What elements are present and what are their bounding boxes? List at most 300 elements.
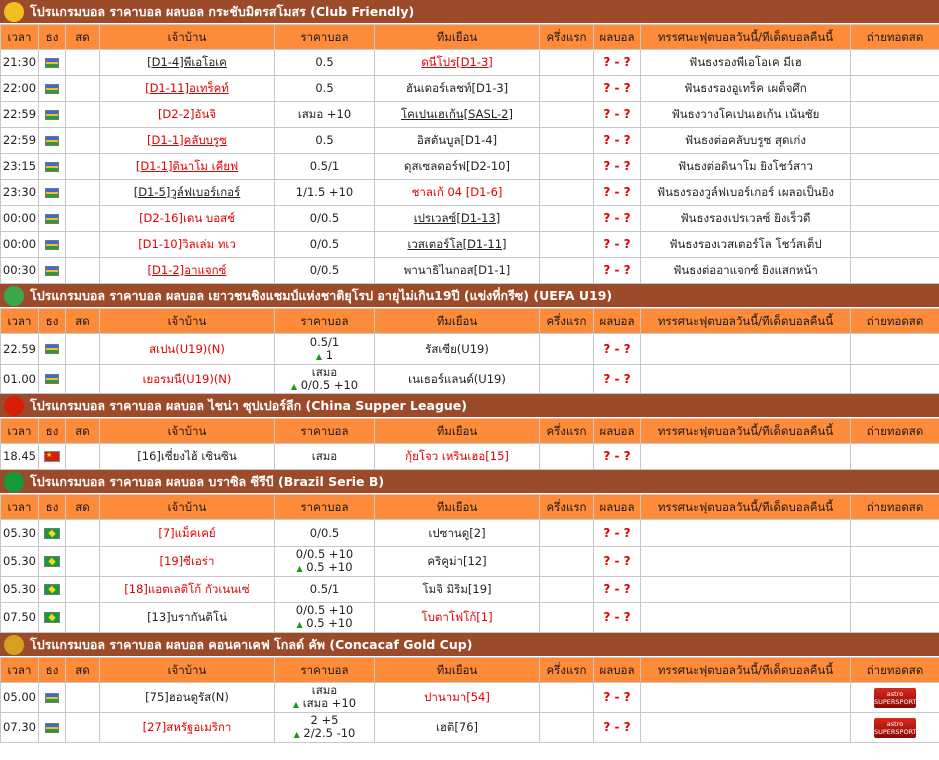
- odds-main: 0.5/1: [309, 334, 340, 349]
- flag-cell: [39, 154, 66, 180]
- up-arrow-icon: ▲: [293, 730, 300, 739]
- tv-channel[interactable]: [851, 128, 939, 154]
- column-header: ราคาบอล: [275, 309, 375, 334]
- odds-main: เสมอ: [311, 683, 338, 697]
- up-arrow-icon: ▲: [296, 620, 303, 629]
- full-time-score[interactable]: ? - ?: [594, 154, 641, 180]
- odds-cell: [275, 76, 375, 102]
- odds-main: 0/0.5 +10: [295, 603, 354, 617]
- league-title-text[interactable]: โปรแกรมบอล ราคาบอล ผลบอล กระชับมิตรสโมสร (Club Friendly): [30, 4, 415, 19]
- odds-cell: [275, 180, 375, 206]
- odds-alt: [276, 617, 373, 631]
- live-cell[interactable]: [66, 258, 100, 284]
- match-tip[interactable]: ฟันธงรองอูเทร็ค เผด็จศึก: [641, 76, 851, 102]
- odds-main: 2 +5: [310, 713, 339, 727]
- league-title[interactable]: [0, 0, 939, 24]
- kickoff-time: 00:00: [1, 232, 39, 258]
- table-header-row: [1, 419, 939, 444]
- fifa-flag-icon: [45, 110, 59, 120]
- fifa-flag-icon: [45, 374, 59, 384]
- tv-channel[interactable]: [851, 547, 939, 577]
- up-arrow-icon: ▲: [292, 700, 300, 709]
- column-header: ทรรศนะฟุตบอลวันนี้/ทีเด็ดบอลคืนนี้: [641, 495, 851, 520]
- away-team[interactable]: รัสเซีย(U19): [375, 334, 540, 365]
- live-cell[interactable]: [66, 154, 100, 180]
- half-time-score: [540, 102, 594, 128]
- column-header: ทีมเยือน: [375, 419, 540, 444]
- tv-channel[interactable]: [851, 232, 939, 258]
- live-cell[interactable]: [66, 232, 100, 258]
- fifa-flag-icon: [45, 136, 59, 146]
- league-title-text[interactable]: โปรแกรมบอล ราคาบอล ผลบอล เยาวชนชิงแชมป์แห่งชาติยุโรป อายุไม่เกิน19ปี (แข่งที่กรีซ) (UEFA U19): [30, 288, 613, 303]
- fifa-flag-icon: [45, 162, 59, 172]
- odds-alt: [276, 697, 373, 711]
- odds-main: 0.5: [315, 133, 334, 147]
- odds-alt-value: 2/2.5 -10: [299, 726, 356, 740]
- column-header: ราคาบอล: [275, 658, 375, 683]
- flag-cell: [39, 444, 66, 470]
- half-time-score: [540, 713, 594, 743]
- tv-channel[interactable]: [851, 603, 939, 633]
- match-row[interactable]: [1, 683, 939, 713]
- live-cell[interactable]: [66, 102, 100, 128]
- match-row[interactable]: [1, 206, 939, 232]
- half-time-score: [540, 232, 594, 258]
- column-header: ทีมเยือน: [375, 309, 540, 334]
- table-header-row: [1, 658, 939, 683]
- match-row[interactable]: [1, 577, 939, 603]
- kickoff-time: 18.45: [1, 444, 39, 470]
- flag-cell: [39, 547, 66, 577]
- away-team[interactable]: พานาธิไนกอส[D1-1]: [375, 258, 540, 284]
- league-title[interactable]: [0, 394, 939, 418]
- match-row[interactable]: [1, 603, 939, 633]
- half-time-score: [540, 50, 594, 76]
- match-row[interactable]: [1, 128, 939, 154]
- live-cell[interactable]: [66, 50, 100, 76]
- table-header-row: [1, 495, 939, 520]
- league-title-text[interactable]: โปรแกรมบอล ราคาบอล ผลบอล คอนคาเคฟ โกลด์ คัพ (Concacaf Gold Cup): [30, 637, 473, 652]
- full-time-score[interactable]: ? - ?: [594, 547, 641, 577]
- away-team[interactable]: โคเปนเฮเก้น[SASL-2]: [375, 102, 540, 128]
- column-header: ทีมเยือน: [375, 25, 540, 50]
- fifa-flag-icon: [45, 240, 59, 250]
- tv-channel[interactable]: [851, 102, 939, 128]
- full-time-score[interactable]: ? - ?: [594, 577, 641, 603]
- tv-channel[interactable]: [851, 713, 939, 743]
- full-time-score[interactable]: ? - ?: [594, 258, 641, 284]
- league-title[interactable]: [0, 470, 939, 494]
- tv-brand: astro: [886, 689, 904, 698]
- home-team[interactable]: [19]ซีเอร่า: [100, 547, 275, 577]
- home-team[interactable]: [27]สหรัฐอเมริกา: [100, 713, 275, 743]
- home-team[interactable]: [D1-4]พีเอโอเค: [100, 50, 275, 76]
- home-team[interactable]: [D1-2]อาแจกซ์: [100, 258, 275, 284]
- fifa-flag-icon: [45, 693, 59, 703]
- full-time-score[interactable]: ? - ?: [594, 334, 641, 365]
- away-team[interactable]: ดุสเซลดอร์ฟ[D2-10]: [375, 154, 540, 180]
- kickoff-time: 00:00: [1, 206, 39, 232]
- home-team[interactable]: [D2-16]เดน บอสช์: [100, 206, 275, 232]
- match-tip[interactable]: ฟันธงต่ออาแจกซ์ ยิงแสกหน้า: [641, 258, 851, 284]
- match-tip[interactable]: ฟันธงรองเวสเตอร์โล โชว์สเต็ป: [641, 232, 851, 258]
- odds-cell: [275, 128, 375, 154]
- full-time-score[interactable]: ? - ?: [594, 76, 641, 102]
- match-tip[interactable]: [641, 444, 851, 470]
- column-header: ผลบอล: [594, 658, 641, 683]
- odds-cell: [275, 334, 375, 365]
- full-time-score[interactable]: ? - ?: [594, 444, 641, 470]
- away-team[interactable]: ปานามา[54]: [375, 683, 540, 713]
- tv-channel[interactable]: [851, 180, 939, 206]
- match-tip[interactable]: [641, 547, 851, 577]
- match-tip[interactable]: ฟันธงวางโคเปนเฮเก้น เน้นชัย: [641, 102, 851, 128]
- odds-alt-value: 1: [322, 347, 334, 362]
- column-header: ราคาบอล: [275, 419, 375, 444]
- flag-cell: [39, 206, 66, 232]
- match-row[interactable]: [1, 547, 939, 577]
- match-tip[interactable]: [641, 577, 851, 603]
- live-cell[interactable]: [66, 76, 100, 102]
- odds-alt: [276, 561, 373, 575]
- league-logo-icon: [4, 286, 24, 306]
- home-team[interactable]: [D1-1]คลับบรูซ: [100, 128, 275, 154]
- away-team[interactable]: เนเธอร์แลนด์(U19): [375, 365, 540, 394]
- up-arrow-icon: ▲: [315, 351, 323, 361]
- home-team[interactable]: เยอรมนี(U19)(N): [100, 365, 275, 394]
- match-row[interactable]: [1, 258, 939, 284]
- away-team[interactable]: โบตาโฟโก้[1]: [375, 603, 540, 633]
- odds-main: 0.5/1: [309, 582, 340, 596]
- cn-flag-icon: [44, 451, 60, 462]
- column-header: ครึ่งแรก: [540, 495, 594, 520]
- home-team[interactable]: [18]แอตเลติโก้ กัวเนนเซ่: [100, 577, 275, 603]
- tv-channel[interactable]: [851, 76, 939, 102]
- match-row[interactable]: [1, 520, 939, 547]
- odds-cell: [275, 50, 375, 76]
- column-header: ทรรศนะฟุตบอลวันนี้/ทีเด็ดบอลคืนนี้: [641, 658, 851, 683]
- full-time-score[interactable]: ? - ?: [594, 128, 641, 154]
- league-title-text[interactable]: โปรแกรมบอล ราคาบอล ผลบอล บราซิล ซีรีบี (Brazil Serie B): [30, 474, 385, 489]
- live-cell[interactable]: [66, 713, 100, 743]
- odds-alt: [276, 349, 373, 363]
- flag-cell: [39, 603, 66, 633]
- full-time-score[interactable]: ? - ?: [594, 365, 641, 394]
- live-cell[interactable]: [66, 365, 100, 394]
- tv-brand: astro: [886, 719, 904, 728]
- live-cell[interactable]: [66, 180, 100, 206]
- column-header: ครึ่งแรก: [540, 25, 594, 50]
- match-row[interactable]: [1, 713, 939, 743]
- odds-main: เสมอ +10: [297, 107, 352, 121]
- up-arrow-icon: ▲: [296, 564, 303, 573]
- tv-channel[interactable]: [851, 520, 939, 547]
- flag-cell: [39, 50, 66, 76]
- match-tip[interactable]: ฟันธงต่อคลับบรูซ สุดเก่ง: [641, 128, 851, 154]
- kickoff-time: 22:00: [1, 76, 39, 102]
- odds-alt: [276, 727, 373, 741]
- live-cell[interactable]: [66, 520, 100, 547]
- live-cell[interactable]: [66, 334, 100, 365]
- column-header: สด: [66, 658, 100, 683]
- column-header: ธง: [39, 25, 66, 50]
- kickoff-time: 01.00: [1, 365, 39, 394]
- tv-channel[interactable]: [851, 206, 939, 232]
- odds-main: 0/0.5: [309, 211, 340, 225]
- match-tip[interactable]: [641, 334, 851, 365]
- away-team[interactable]: อิสตันบูล[D1-4]: [375, 128, 540, 154]
- up-arrow-icon: ▲: [290, 381, 298, 391]
- half-time-score: [540, 683, 594, 713]
- tv-channel-name: SUPERSPORT 2: [874, 727, 923, 736]
- match-row[interactable]: [1, 50, 939, 76]
- away-team[interactable]: เปซานดู[2]: [375, 520, 540, 547]
- odds-cell: [275, 683, 375, 713]
- league-table: [0, 24, 939, 284]
- kickoff-time: 23:30: [1, 180, 39, 206]
- half-time-score: [540, 206, 594, 232]
- br-flag-icon: [44, 556, 60, 567]
- br-flag-icon: [44, 528, 60, 539]
- odds-main: 0/0.5: [309, 237, 340, 251]
- match-row[interactable]: [1, 365, 939, 394]
- kickoff-time: 05.30: [1, 577, 39, 603]
- tv-channel-name: SUPERSPORT 2: [874, 697, 923, 706]
- match-tip[interactable]: ฟันธงต่อดินาโม ยิงโชว์สาว: [641, 154, 851, 180]
- league-title-text[interactable]: โปรแกรมบอล ราคาบอล ผลบอล ไชน่า ซุปเปอร์ลีก (China Supper League): [30, 398, 467, 413]
- odds-cell: [275, 577, 375, 603]
- full-time-score[interactable]: ? - ?: [594, 713, 641, 743]
- fifa-flag-icon: [45, 266, 59, 276]
- odds-main: 0/0.5 +10: [295, 547, 354, 561]
- flag-cell: [39, 365, 66, 394]
- half-time-score: [540, 603, 594, 633]
- flag-cell: [39, 128, 66, 154]
- match-tip[interactable]: [641, 683, 851, 713]
- half-time-score: [540, 365, 594, 394]
- column-header: ผลบอล: [594, 419, 641, 444]
- full-time-score[interactable]: ? - ?: [594, 206, 641, 232]
- live-cell[interactable]: [66, 444, 100, 470]
- away-team[interactable]: กุ้ยโจว เหรินเฮอ[15]: [375, 444, 540, 470]
- match-tip[interactable]: ฟันธงรองวูล์ฟเบอร์เกอร์ เผลอเป็นยิง: [641, 180, 851, 206]
- half-time-score: [540, 520, 594, 547]
- odds-cell: [275, 365, 375, 394]
- flag-cell: [39, 713, 66, 743]
- half-time-score: [540, 76, 594, 102]
- fifa-flag-icon: [45, 58, 59, 68]
- column-header: ทรรศนะฟุตบอลวันนี้/ทีเด็ดบอลคืนนี้: [641, 419, 851, 444]
- tv-channel[interactable]: [851, 154, 939, 180]
- odds-main: 0/0.5: [309, 525, 340, 540]
- column-header: เจ้าบ้าน: [100, 658, 275, 683]
- column-header: สด: [66, 309, 100, 334]
- home-team[interactable]: [13]บรากันติโน่: [100, 603, 275, 633]
- odds-cell: [275, 206, 375, 232]
- match-row[interactable]: [1, 76, 939, 102]
- odds-cell: [275, 444, 375, 470]
- match-row[interactable]: [1, 154, 939, 180]
- match-row[interactable]: [1, 102, 939, 128]
- tv-channel[interactable]: [851, 444, 939, 470]
- match-tip[interactable]: [641, 713, 851, 743]
- half-time-score: [540, 180, 594, 206]
- league-table: [0, 494, 939, 633]
- column-header: สด: [66, 419, 100, 444]
- home-team[interactable]: [75]ฮอนดูรัส(N): [100, 683, 275, 713]
- league-logo-icon: [4, 2, 24, 22]
- kickoff-time: 23:15: [1, 154, 39, 180]
- column-header: สด: [66, 25, 100, 50]
- league-title[interactable]: [0, 284, 939, 308]
- live-cell[interactable]: [66, 128, 100, 154]
- kickoff-time: 22:59: [1, 128, 39, 154]
- home-team[interactable]: [16]เซี่ยงไฮ้ เซินซิน: [100, 444, 275, 470]
- tv-channel[interactable]: [851, 258, 939, 284]
- column-header: เจ้าบ้าน: [100, 309, 275, 334]
- half-time-score: [540, 334, 594, 365]
- home-team[interactable]: [D1-1]ดินาโม เคียฟ: [100, 154, 275, 180]
- half-time-score: [540, 444, 594, 470]
- half-time-score: [540, 128, 594, 154]
- live-cell[interactable]: [66, 603, 100, 633]
- away-team[interactable]: ชาลเก้ 04 [D1-6]: [375, 180, 540, 206]
- live-cell[interactable]: [66, 683, 100, 713]
- column-header: เจ้าบ้าน: [100, 419, 275, 444]
- match-tip[interactable]: [641, 365, 851, 394]
- odds-main: เสมอ: [311, 364, 338, 379]
- odds-cell: [275, 102, 375, 128]
- column-header: เวลา: [1, 309, 39, 334]
- flag-cell: [39, 180, 66, 206]
- odds-alt-value: 0.5 +10: [302, 560, 353, 574]
- full-time-score[interactable]: ? - ?: [594, 683, 641, 713]
- odds-main: 0.5/1: [309, 159, 340, 173]
- half-time-score: [540, 577, 594, 603]
- match-tip[interactable]: [641, 520, 851, 547]
- league-table: [0, 657, 939, 743]
- odds-cell: [275, 713, 375, 743]
- column-header: ครึ่งแรก: [540, 658, 594, 683]
- tv-channel[interactable]: [851, 50, 939, 76]
- odds-main: 1/1.5 +10: [295, 185, 354, 199]
- league-title[interactable]: [0, 633, 939, 657]
- home-team[interactable]: [D1-11]อเทร็คท์: [100, 76, 275, 102]
- column-header: เจ้าบ้าน: [100, 495, 275, 520]
- column-header: ราคาบอล: [275, 25, 375, 50]
- match-tip[interactable]: ฟันธงรองเปรเวลซ์ ยิงเร็วดี: [641, 206, 851, 232]
- fifa-flag-icon: [45, 723, 59, 733]
- home-team[interactable]: [D1-10]วิลเล่ม ทเว: [100, 232, 275, 258]
- kickoff-time: 07.30: [1, 713, 39, 743]
- flag-cell: [39, 232, 66, 258]
- column-header: ธง: [39, 495, 66, 520]
- odds-main: 0.5: [315, 55, 334, 69]
- home-team[interactable]: [D2-2]อันจิ: [100, 102, 275, 128]
- column-header: ทีมเยือน: [375, 495, 540, 520]
- odds-alt-value: 0/0.5 +10: [297, 377, 359, 392]
- half-time-score: [540, 258, 594, 284]
- fifa-flag-icon: [45, 214, 59, 224]
- odds-cell: [275, 258, 375, 284]
- br-flag-icon: [44, 612, 60, 623]
- away-team[interactable]: ดนีโปร[D1-3]: [375, 50, 540, 76]
- column-header: ผลบอล: [594, 25, 641, 50]
- match-row[interactable]: [1, 180, 939, 206]
- column-header: ผลบอล: [594, 309, 641, 334]
- away-team[interactable]: ฮันเดอร์เลชท์[D1-3]: [375, 76, 540, 102]
- table-header-row: [1, 309, 939, 334]
- full-time-score[interactable]: ? - ?: [594, 603, 641, 633]
- flag-cell: [39, 577, 66, 603]
- tv-channel[interactable]: [851, 577, 939, 603]
- live-cell[interactable]: [66, 577, 100, 603]
- full-time-score[interactable]: ? - ?: [594, 232, 641, 258]
- home-team[interactable]: [7]แม็คเคย์: [100, 520, 275, 547]
- column-header: ครึ่งแรก: [540, 309, 594, 334]
- league-table: [0, 308, 939, 394]
- live-cell[interactable]: [66, 547, 100, 577]
- match-row[interactable]: [1, 232, 939, 258]
- match-tip[interactable]: [641, 603, 851, 633]
- home-team[interactable]: [D1-5]วูล์ฟเบอร์เกอร์: [100, 180, 275, 206]
- full-time-score[interactable]: ? - ?: [594, 102, 641, 128]
- astro-supersport-logo[interactable]: [874, 718, 923, 738]
- away-team[interactable]: เปรเวลซ์[D1-13]: [375, 206, 540, 232]
- league-logo-icon: [4, 396, 24, 416]
- away-team[interactable]: เวสเตอร์โล[D1-11]: [375, 232, 540, 258]
- match-row[interactable]: [1, 444, 939, 470]
- column-header: เวลา: [1, 658, 39, 683]
- away-team[interactable]: เฮติ[76]: [375, 713, 540, 743]
- column-header: ถ่ายทอดสด: [851, 25, 939, 50]
- column-header: เวลา: [1, 419, 39, 444]
- match-row[interactable]: [1, 334, 939, 365]
- column-header: ถ่ายทอดสด: [851, 419, 939, 444]
- column-header: ราคาบอล: [275, 495, 375, 520]
- home-team[interactable]: สเปน(U19)(N): [100, 334, 275, 365]
- odds-main: 0.5: [315, 81, 334, 95]
- odds-cell: [275, 547, 375, 577]
- odds-cell: [275, 154, 375, 180]
- flag-cell: [39, 520, 66, 547]
- away-team[interactable]: คริคูม่า[12]: [375, 547, 540, 577]
- astro-supersport-logo[interactable]: [874, 688, 923, 708]
- away-team[interactable]: โมจิ มิริม[19]: [375, 577, 540, 603]
- tv-channel[interactable]: [851, 365, 939, 394]
- table-header-row: [1, 25, 939, 50]
- column-header: ธง: [39, 658, 66, 683]
- odds-cell: [275, 232, 375, 258]
- live-cell[interactable]: [66, 206, 100, 232]
- odds-alt-value: เสมอ +10: [299, 696, 357, 710]
- match-tip[interactable]: ฟันธงรองพีเอโอเค มีเฮ: [641, 50, 851, 76]
- odds-alt-value: 0.5 +10: [302, 616, 353, 630]
- full-time-score[interactable]: ? - ?: [594, 520, 641, 547]
- half-time-score: [540, 547, 594, 577]
- column-header: ถ่ายทอดสด: [851, 658, 939, 683]
- full-time-score[interactable]: ? - ?: [594, 180, 641, 206]
- column-header: เวลา: [1, 25, 39, 50]
- tv-channel[interactable]: [851, 334, 939, 365]
- kickoff-time: 07.50: [1, 603, 39, 633]
- full-time-score[interactable]: ? - ?: [594, 50, 641, 76]
- tv-channel[interactable]: [851, 683, 939, 713]
- column-header: เวลา: [1, 495, 39, 520]
- league-table: [0, 418, 939, 470]
- column-header: ทรรศนะฟุตบอลวันนี้/ทีเด็ดบอลคืนนี้: [641, 25, 851, 50]
- column-header: สด: [66, 495, 100, 520]
